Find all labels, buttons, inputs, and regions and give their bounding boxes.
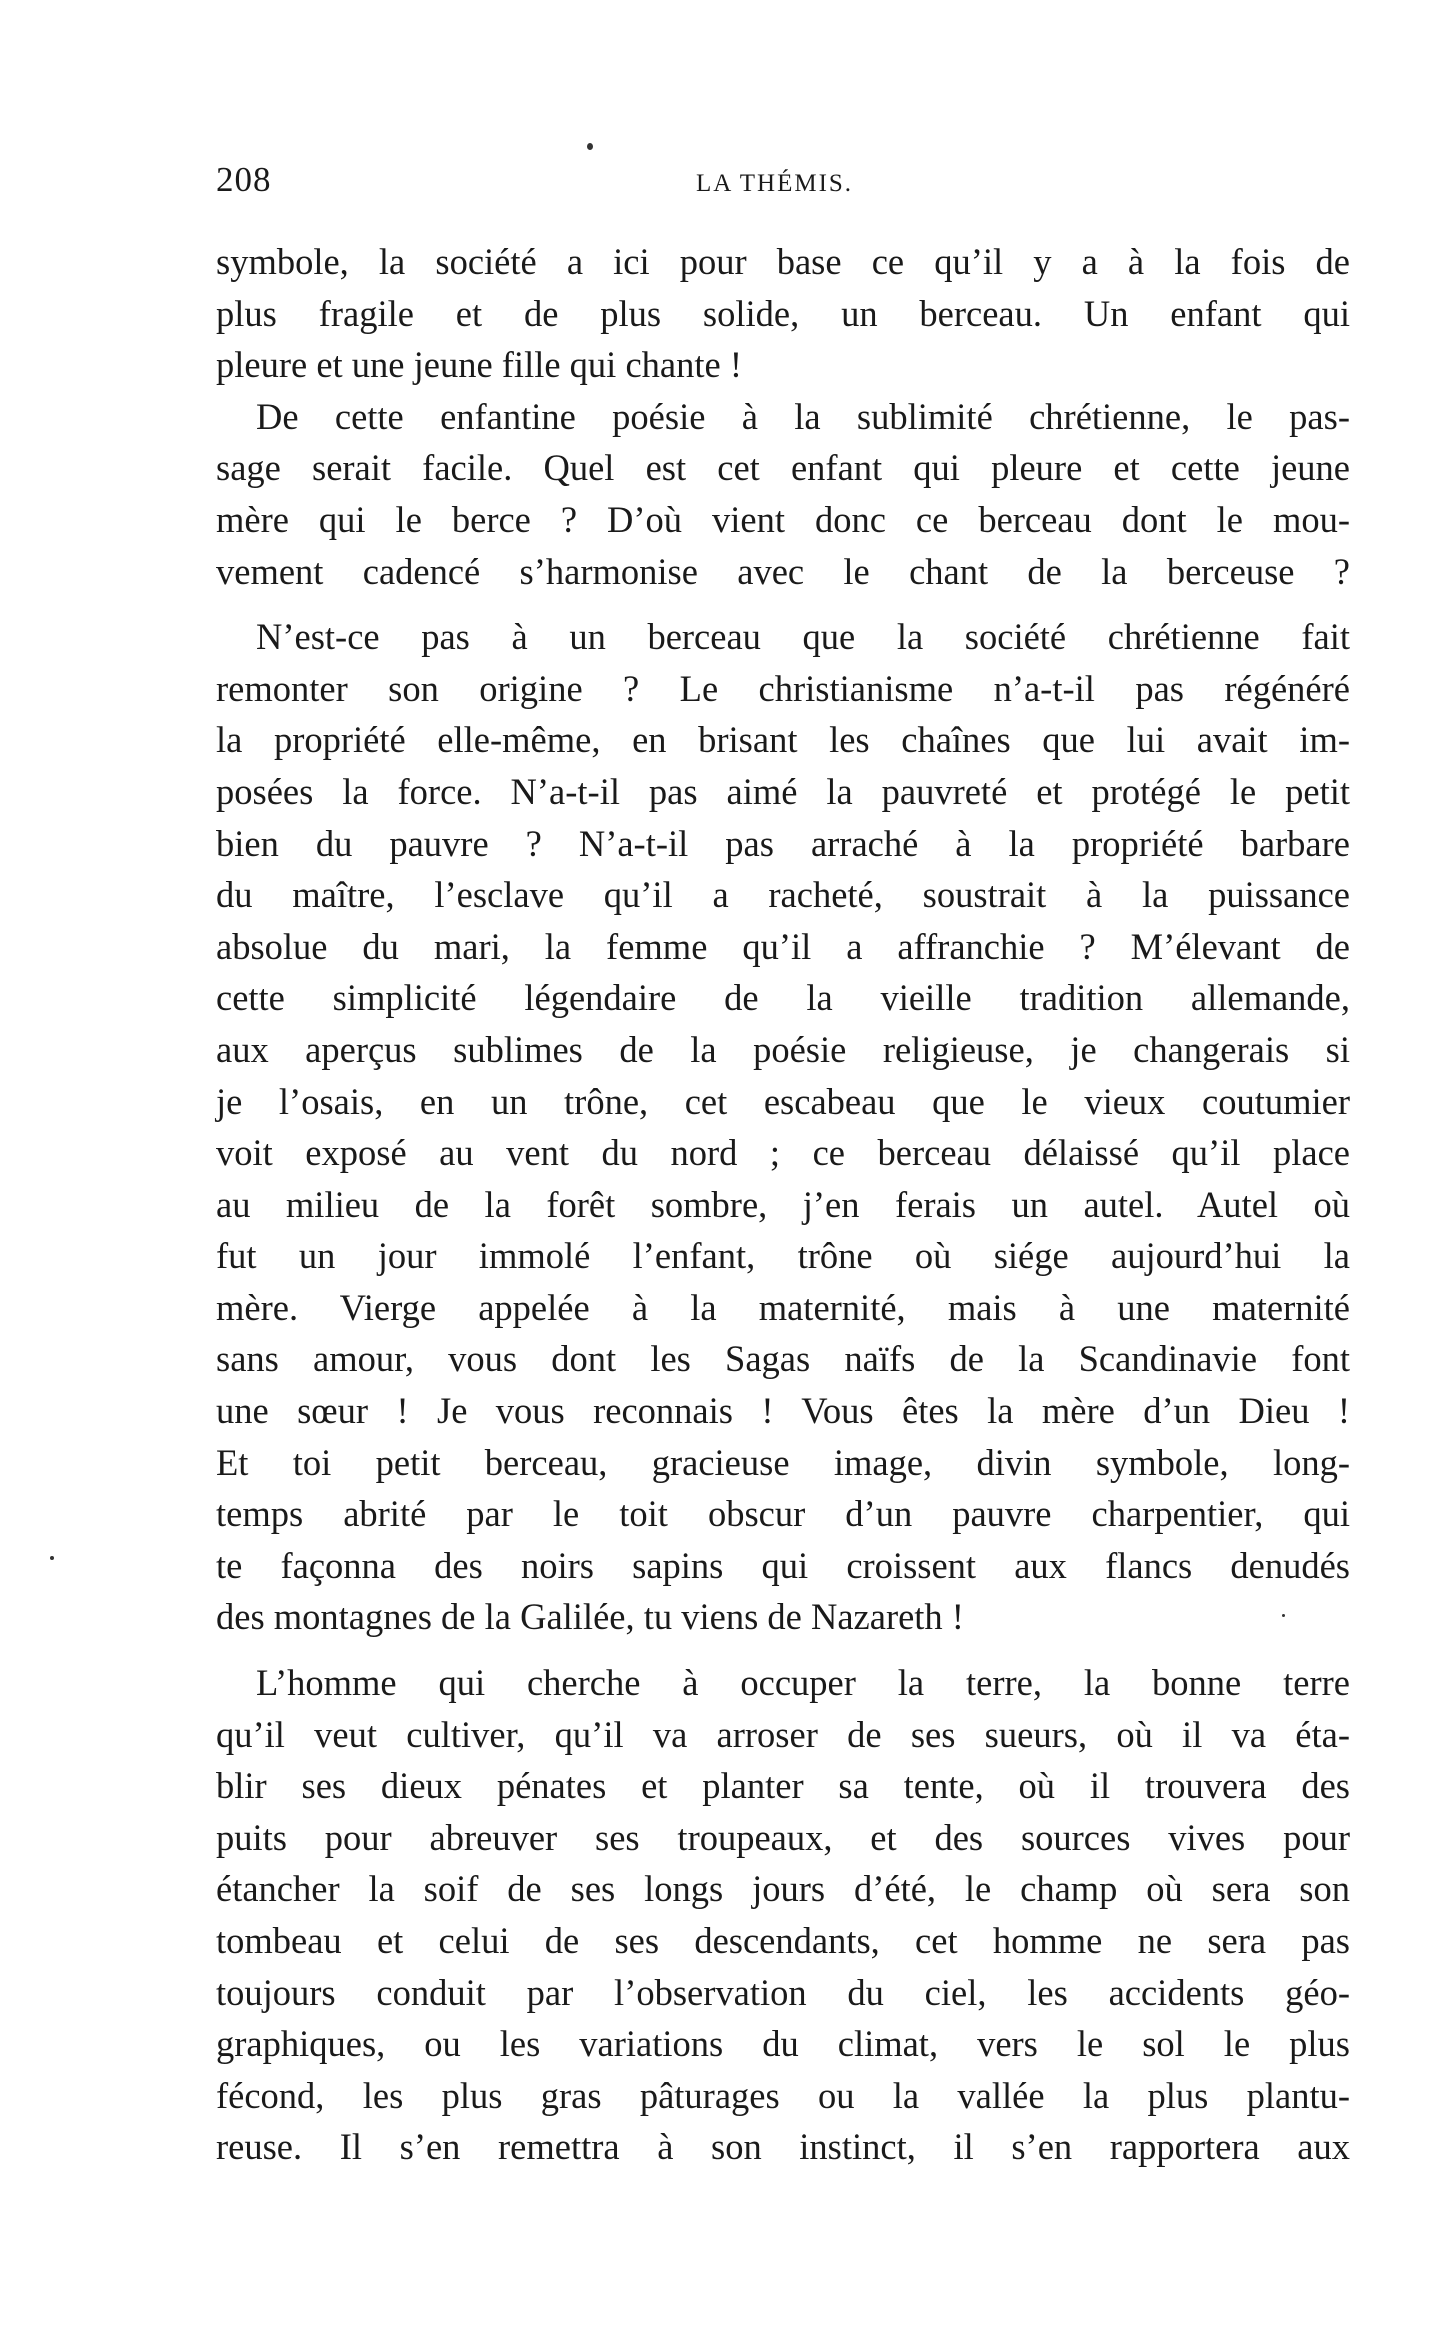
text-line: fut un jour immolé l’enfant, trône où siége aujourd’hui la — [216, 1235, 1350, 1277]
text-line: vement cadencé s’harmonise avec le chant de la berceuse ? — [216, 550, 1350, 592]
text-line: des montagnes de la Galilée, tu viens de Nazareth ! — [216, 1596, 964, 1638]
text-line: puits pour abreuver ses troupeaux, et des sources vives pour — [216, 1816, 1350, 1858]
page-number: 208 — [216, 160, 272, 199]
text-line: je l’osais, en un trône, cet escabeau que le vieux coutumier — [216, 1080, 1350, 1122]
text-line: fécond, les plus gras pâturages ou la vallée la plus plantu- — [216, 2074, 1350, 2116]
paragraph-3 — [216, 611, 1350, 1643]
text-line: graphiques, ou les variations du climat, vers le sol le plus — [216, 2023, 1350, 2065]
paragraph-4 — [216, 1657, 1350, 2173]
text-line: L’homme qui cherche à occuper la terre, la bonne terre — [256, 1662, 1350, 1704]
text-line: du maître, l’esclave qu’il a racheté, soustrait à la puissance — [216, 874, 1350, 916]
text-line: une sœur ! Je vous reconnais ! Vous êtes la mère d’un Dieu ! — [216, 1390, 1350, 1432]
paragraph-2 — [216, 391, 1350, 597]
text-line: étancher la soif de ses longs jours d’été, le champ où sera son — [216, 1868, 1350, 1910]
scan-speck — [50, 1556, 54, 1560]
text-line: symbole, la société a ici pour base ce qu’il y a à la fois de — [216, 241, 1350, 282]
text-line: reuse. Il s’en remettra à son instinct, il s’en rapportera aux — [216, 2126, 1350, 2168]
text-line: absolue du mari, la femme qu’il a affranchie ? M’élevant de — [216, 925, 1350, 967]
text-line: Et toi petit berceau, gracieuse image, divin symbole, long- — [216, 1441, 1350, 1483]
text-line: mère qui le berce ? D’où vient donc ce berceau dont le mou- — [216, 498, 1350, 540]
text-line: au milieu de la forêt sombre, j’en ferais un autel. Autel où — [216, 1183, 1350, 1225]
text-line: aux aperçus sublimes de la poésie religieuse, je changerais si — [216, 1028, 1350, 1070]
text-line: De cette enfantine poésie à la sublimité chrétienne, le pas- — [256, 395, 1350, 437]
text-line: sans amour, vous dont les Sagas naïfs de la Scandinavie font — [216, 1338, 1350, 1380]
text-line: sage serait facile. Quel est cet enfant qui pleure et cette jeune — [216, 447, 1350, 489]
text-line: remonter son origine ? Le christianisme n’a-t-il pas régénéré — [216, 667, 1350, 709]
text-line: bien du pauvre ? N’a-t-il pas arraché à la propriété barbare — [216, 822, 1350, 864]
text-line: plus fragile et de plus solide, un berceau. Un enfant qui — [216, 292, 1350, 334]
text-line: cette simplicité légendaire de la vieille tradition allemande, — [216, 977, 1350, 1019]
text-line: tombeau et celui de ses descendants, cet homme ne sera pas — [216, 1920, 1350, 1961]
text-line: la propriété elle-même, en brisant les chaînes que lui avait im- — [216, 719, 1350, 761]
text-line: voit exposé au vent du nord ; ce berceau délaissé qu’il place — [216, 1132, 1350, 1174]
text-line: toujours conduit par l’observation du ciel, les accidents géo- — [216, 1971, 1350, 2013]
scan-speck — [587, 143, 593, 150]
page-header — [216, 160, 1350, 208]
text-line: blir ses dieux pénates et planter sa tente, où il trouvera des — [216, 1765, 1350, 1807]
running-head: LA THÉMIS. — [696, 170, 854, 197]
text-line: qu’il veut cultiver, qu’il va arroser de ses sueurs, où il va éta- — [216, 1713, 1350, 1755]
body-text — [216, 236, 1350, 2173]
scan-speck — [1282, 1614, 1285, 1617]
text-line: te façonna des noirs sapins qui croissent aux flancs denudés — [216, 1544, 1350, 1586]
paragraph-1 — [216, 236, 1350, 391]
text-line: posées la force. N’a-t-il pas aimé la pauvreté et protégé le petit — [216, 770, 1350, 812]
text-line: temps abrité par le toit obscur d’un pauvre charpentier, qui — [216, 1493, 1350, 1535]
text-line: mère. Vierge appelée à la maternité, mais à une maternité — [216, 1286, 1350, 1328]
text-line: pleure et une jeune fille qui chante ! — [216, 344, 742, 386]
text-line: N’est-ce pas à un berceau que la société chrétienne fait — [256, 616, 1350, 658]
